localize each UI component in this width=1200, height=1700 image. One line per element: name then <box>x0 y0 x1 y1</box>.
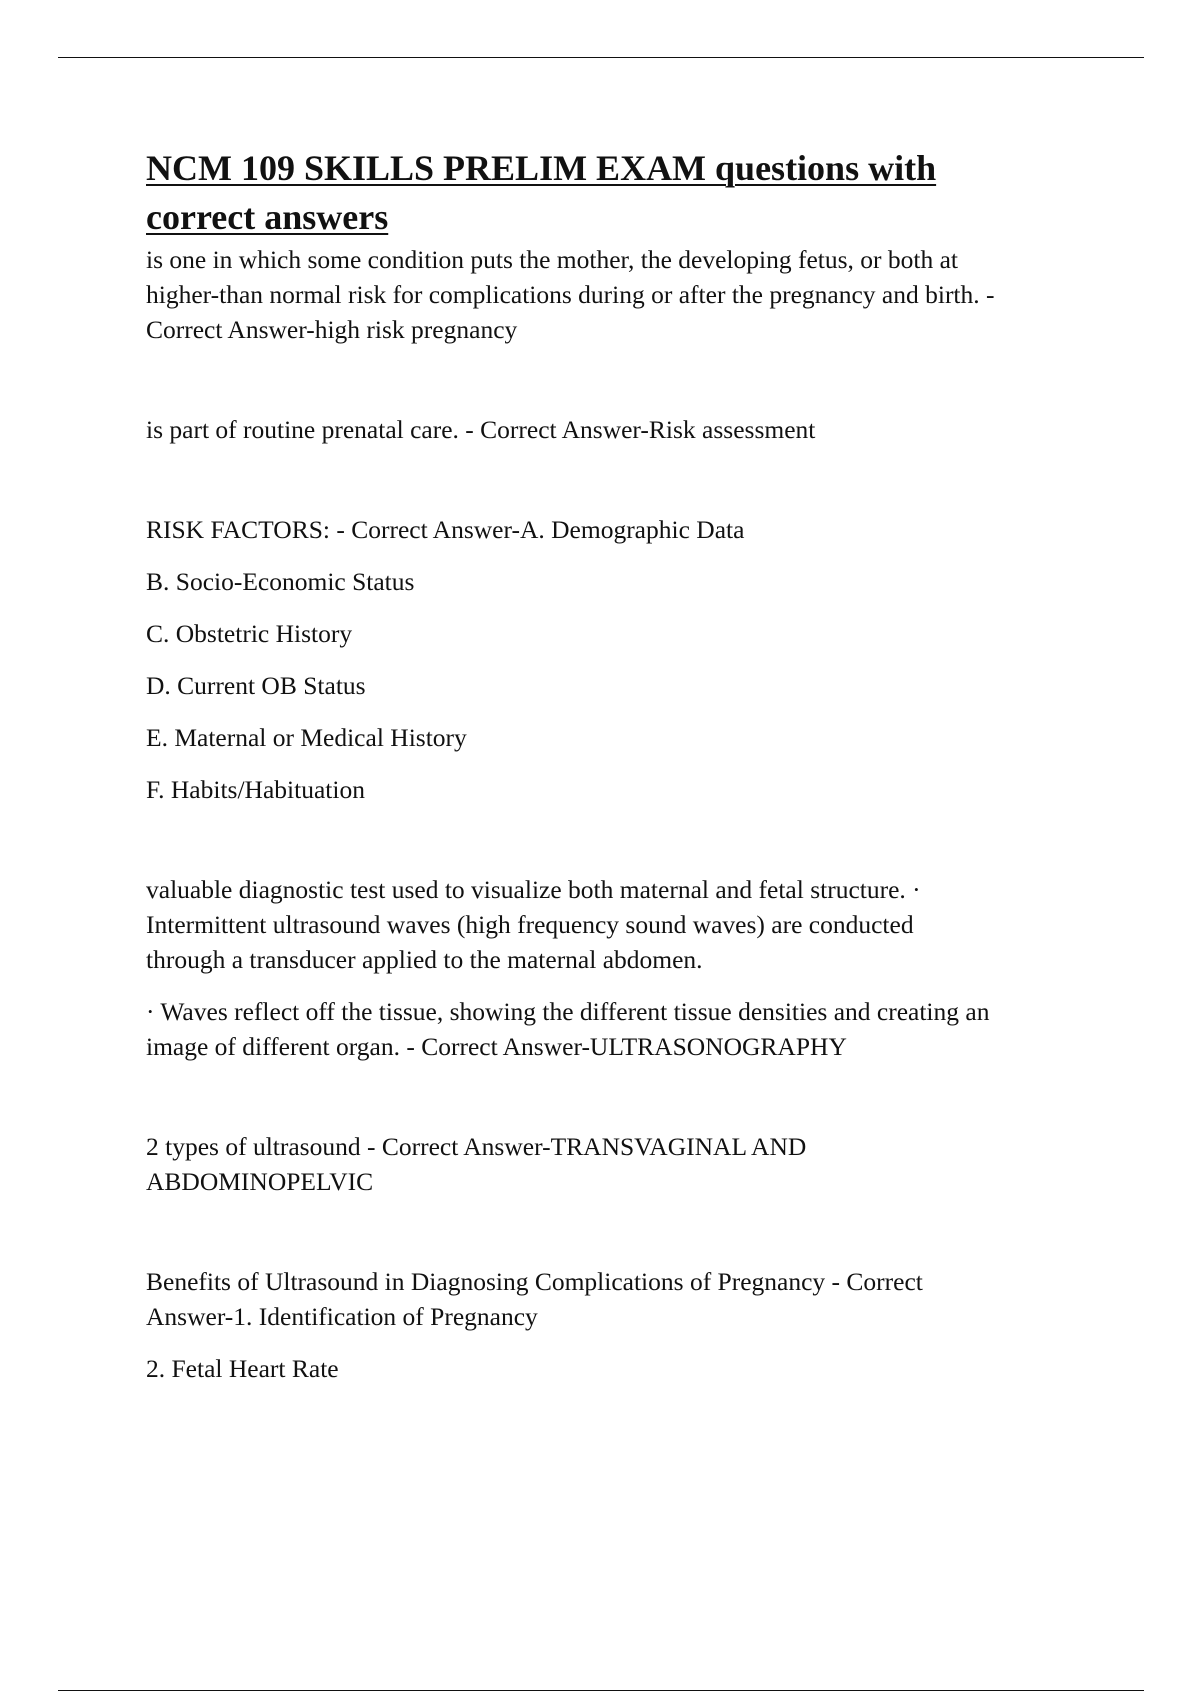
risk-factor-item: D. Current OB Status <box>146 671 366 700</box>
question-ultrasound-benefits: Benefits of Ultrasound in Diagnosing Complications of Pregnancy - Correct Answer-1. Identification of Pregnancy <box>146 1267 923 1331</box>
spacer <box>146 1334 1090 1351</box>
question-high-risk-pregnancy: is one in which some condition puts the mother, the developing fetus, or both at higher-than normal risk for complications during or after the pregnancy and birth. - Correct Answer-high risk pregnancy <box>146 245 995 344</box>
question-ultrasonography-part2: · Waves reflect off the tissue, showing the different tissue densities and creating an image of different organ. - Correct Answer-ULTRASONOGRAPHY <box>146 997 990 1061</box>
document-body <box>146 144 1090 1386</box>
question-ultrasound-types: 2 types of ultrasound - Correct Answer-TRANSVAGINAL AND ABDOMINOPELVIC <box>146 1132 807 1196</box>
document-title: NCM 109 SKILLS PRELIM EXAM questions with correct answers <box>146 148 937 237</box>
spacer <box>146 547 1090 564</box>
spacer <box>146 1199 1090 1264</box>
risk-factor-item: C. Obstetric History <box>146 619 353 648</box>
spacer <box>146 599 1090 616</box>
bottom-rule <box>58 1690 1144 1691</box>
benefit-item: 2. Fetal Heart Rate <box>146 1354 339 1383</box>
risk-factor-item: E. Maternal or Medical History <box>146 723 467 752</box>
spacer <box>146 755 1090 772</box>
spacer <box>146 1064 1090 1129</box>
risk-factor-item: B. Socio-Economic Status <box>146 567 415 596</box>
spacer <box>146 977 1090 994</box>
spacer <box>146 347 1090 412</box>
spacer <box>146 807 1090 872</box>
spacer <box>146 447 1090 512</box>
risk-factor-item: F. Habits/Habituation <box>146 775 365 804</box>
question-ultrasonography-part1: valuable diagnostic test used to visualize both maternal and fetal structure. · Intermittent ultrasound waves (high frequency sound waves) are conducted through a transducer applied to the maternal abdomen. <box>146 875 921 974</box>
question-risk-assessment: is part of routine prenatal care. - Correct Answer-Risk assessment <box>146 415 816 444</box>
spacer <box>146 651 1090 668</box>
question-risk-factors: RISK FACTORS: - Correct Answer-A. Demographic Data <box>146 515 745 544</box>
spacer <box>146 703 1090 720</box>
top-rule <box>58 57 1144 58</box>
